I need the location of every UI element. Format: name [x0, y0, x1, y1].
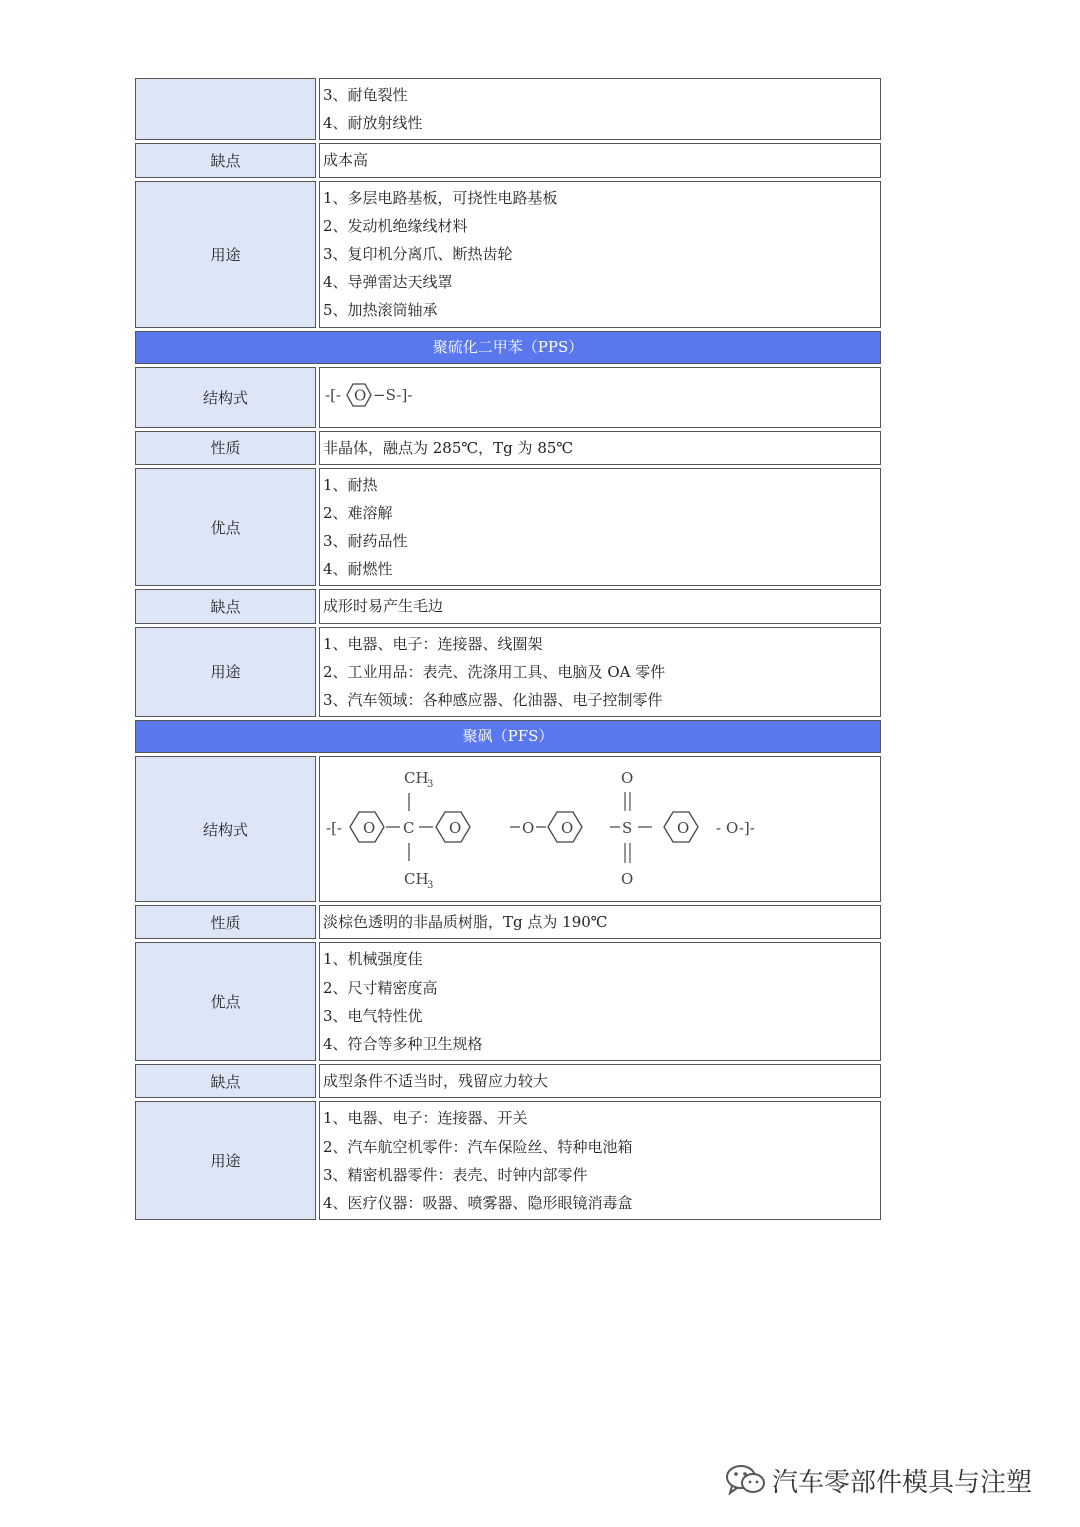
watermark-text: 汽车零部件模具与注塑	[772, 1467, 1033, 1498]
list-item: 2、工业用品：表壳、洗涤用工具、电脑及 OA 零件	[323, 662, 666, 681]
sulfur-atom: S	[622, 819, 633, 838]
list-item: 淡棕色透明的非晶质树脂，Tg 点为 190℃	[323, 913, 608, 932]
table-row-properties	[135, 431, 881, 465]
table-row-disadvantage	[135, 1064, 881, 1098]
table-row-disadvantage	[135, 143, 881, 177]
table-row-advantages	[135, 468, 881, 587]
list-item: 成型条件不适当时，残留应力较大	[323, 1072, 549, 1091]
row-label: 结构式	[135, 756, 316, 902]
structure-formula-pfs	[319, 756, 881, 902]
row-value	[319, 589, 881, 623]
row-value	[319, 468, 881, 587]
list-item: 1、电器、电子：连接器、开关	[323, 1109, 528, 1128]
formula-suffix: −S-]-	[373, 385, 413, 404]
pps-formula-graphic	[323, 370, 443, 420]
table-row-uses	[135, 627, 881, 718]
list-item: 2、尺寸精密度高	[323, 978, 438, 997]
row-value	[319, 78, 881, 140]
row-label: 优点	[135, 942, 316, 1061]
table-row-properties	[135, 905, 881, 939]
row-value	[319, 181, 881, 328]
ring-label: O	[363, 819, 376, 838]
list-item: 3、精密机器零件：表壳、时钟内部零件	[323, 1165, 588, 1184]
ring-label: O	[561, 819, 574, 838]
list-item: 非晶体，融点为 285℃，Tg 为 85℃	[323, 438, 574, 457]
list-item: 3、耐药品性	[323, 532, 408, 551]
row-value	[319, 905, 881, 939]
ether-oxygen: O	[522, 819, 535, 838]
carbon-atom: C	[403, 819, 415, 838]
formula-start: -[-	[326, 819, 342, 838]
row-value	[319, 627, 881, 718]
row-label: 性质	[135, 905, 316, 939]
formula-dash: -	[716, 819, 722, 838]
table-row-continued	[135, 78, 881, 140]
list-item: 1、机械强度佳	[323, 950, 423, 969]
ring-label: O	[677, 819, 690, 838]
list-item: 成本高	[323, 151, 369, 170]
list-item: 5、加热滚筒轴承	[323, 301, 438, 320]
methyl-top: CH	[404, 769, 429, 788]
table-row-uses	[135, 1101, 881, 1220]
list-item: 2、难溶解	[323, 503, 393, 522]
watermark	[724, 1460, 1032, 1500]
row-label: 用途	[135, 627, 316, 718]
list-item: 4、耐燃性	[323, 560, 393, 579]
row-label: 性质	[135, 431, 316, 465]
list-item: 1、耐热	[323, 475, 378, 494]
methyl-bottom-subscript: 3	[427, 880, 434, 892]
table-row-advantages	[135, 942, 881, 1061]
row-label: 缺点	[135, 589, 316, 623]
table-row-uses	[135, 181, 881, 328]
list-item: 4、导弹雷达天线罩	[323, 273, 453, 292]
list-item: 成形时易产生毛边	[323, 597, 444, 616]
row-label: 结构式	[135, 367, 316, 428]
structure-formula-pps	[319, 367, 881, 428]
row-label: 优点	[135, 468, 316, 587]
list-item: 1、电器、电子：连接器、线圈架	[323, 634, 543, 653]
methyl-top-subscript: 3	[427, 779, 434, 791]
list-item: 1、多层电路基板，可挠性电路基板	[323, 188, 558, 207]
sulfone-oxygen-top: O	[621, 769, 634, 788]
list-item: 4、医疗仪器：吸器、喷雾器、隐形眼镜消毒盒	[323, 1193, 633, 1212]
methyl-bottom: CH	[404, 870, 429, 889]
list-item: 4、符合等多种卫生规格	[323, 1034, 483, 1053]
list-item: 3、耐龟裂性	[323, 86, 408, 104]
row-label: 用途	[135, 181, 316, 328]
list-item: 4、耐放射线性	[323, 114, 423, 133]
row-label: 用途	[135, 1101, 316, 1220]
ring-label: O	[449, 819, 462, 838]
pfs-formula-graphic	[320, 757, 780, 901]
row-value	[319, 942, 881, 1061]
wechat-icon	[724, 1462, 768, 1498]
ring-label: O	[354, 386, 367, 404]
list-item: 3、电气特性优	[323, 1006, 423, 1025]
list-item: 2、汽车航空机零件：汽车保险丝、特种电池箱	[323, 1137, 633, 1156]
section-header-pfs: 聚砜（PFS）	[135, 720, 881, 753]
list-item: 3、复印机分离爪、断热齿轮	[323, 244, 513, 263]
row-value	[319, 1064, 881, 1098]
list-item: 3、汽车领域：各种感应器、化油器、电子控制零件	[323, 691, 663, 709]
row-value	[319, 143, 881, 177]
list-item: 2、发动机绝缘线材料	[323, 216, 468, 235]
formula-end: O-]-	[726, 819, 755, 838]
row-label: 缺点	[135, 1064, 316, 1098]
formula-prefix: -[-	[325, 385, 341, 404]
row-label: 缺点	[135, 143, 316, 177]
row-value	[319, 431, 881, 465]
table-row-structure	[135, 756, 881, 902]
sulfone-oxygen-bottom: O	[621, 870, 634, 889]
property-table	[135, 78, 881, 1223]
row-value	[319, 1101, 881, 1220]
table-row-structure	[135, 367, 881, 428]
table-row-disadvantage	[135, 589, 881, 623]
row-label	[135, 78, 316, 140]
section-header-pps: 聚硫化二甲苯（PPS）	[135, 331, 881, 364]
